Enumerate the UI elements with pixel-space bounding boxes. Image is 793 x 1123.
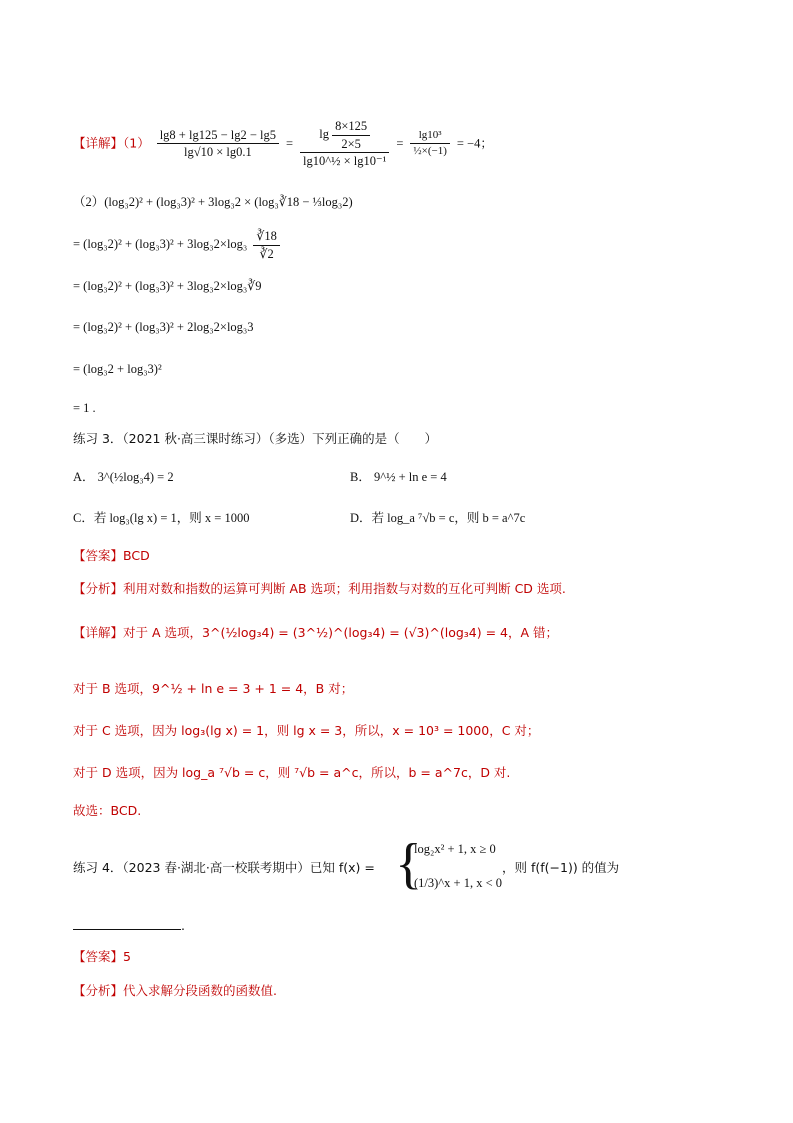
detail-a-text: 对于 A 选项，3^(½log₃4) = (3^½)^(log₃4) = (√3)^(log₃4) = 4，A 错； [123,625,559,640]
option-b: B． 9^½ + ln e = 4 [350,470,447,484]
choose-text: 故选：BCD. [73,803,142,818]
exercise3-title: 练习 3．（2021 秋·高三课时练习）（多选）下列正确的是（ ） [73,431,438,446]
detail-d-text: 对于 D 选项，因为 log_a ⁷√b = c，则 ⁷√b = a^c，所以，b = a^7c，D 对. [73,765,511,780]
answer-tag: 【答案】 [73,949,124,964]
detail-tag: 【详解】 [73,625,124,640]
equals: = [285,136,294,151]
detail2-line3: = (log₃2)² + (log₃3)² + 3log₃2×log₃∛9 [73,279,262,293]
option-a: A． 3^(½log₃4) = 2 [73,470,174,484]
detail-c-text: 对于 C 选项，因为 log₃(lg x) = 1，则 lg x = 3，所以，x = 10³ = 1000，C 对； [73,723,540,738]
analysis-text: 利用对数和指数的运算可判断 AB 选项；利用指数与对数的互化可判断 CD 选项. [123,581,566,596]
analysis4-line [73,985,277,998]
answer-value: BCD [123,548,150,563]
answer-tag: 【答案】 [73,548,124,563]
fraction-3: $\frac{\text{lg10³}}{\text{½×(−1)}}$ [410,130,449,157]
answer4-line [73,951,131,964]
detail-b-text: 对于 B 选项，9^½ + ln e = 3 + 1 = 4，B 对； [73,681,354,696]
exercise4-tail: ，则 f(f(−1)) 的值为 [502,860,620,875]
analysis-text: 代入求解分段函数的函数值. [123,983,277,998]
option-c: C．若 log₃(lg x) = 1，则 x = 1000 [73,511,250,525]
piecewise-brace: { [395,833,422,895]
option-d: D．若 log_a ⁷√b = c，则 b = a^7c [350,511,526,525]
part-number: （1） [123,135,150,151]
detail2-line1: （2）(log₃2)² + (log₃3)² + 3log₃2 × (log₃∛18 − ⅓log₃2) [73,195,353,209]
detail1-line: 【详解】（1） $\frac{\lg 8 + \lg 125 - \lg 2 - \lg 5}{\lg√10 \times \lg 0.1}$ = lg $\frac{8\times 125}{2\times 5}$ lg10^½ × lg10⁻¹ = $\frac{\text{lg10³}}{\text{½×(−1)}}$ = −4； [73,119,493,168]
answer-line [73,550,150,563]
piecewise-case-1: log₂x² + 1, x ≥ 0 [414,842,496,856]
analysis-line [73,583,566,596]
fraction-1: $\frac{\lg 8 + \lg 125 - \lg 2 - \lg 5}{\lg√10 \times \lg 0.1}$ [157,129,279,159]
analysis-tag: 【分析】 [73,983,124,998]
piecewise-case-2: (1/3)^x + 1, x < 0 [414,876,503,890]
exercise4-title: 练习 4．（2023 春·湖北·高一校联考期中）已知 f(x) = [73,860,375,875]
detail-a-line [73,627,558,640]
detail2-line4: = (log₃2)² + (log₃3)² + 2log₃2×log₃3 [73,320,254,334]
answer-value: 5 [123,949,131,964]
result: = −4； [456,136,493,151]
detail2-line6: = 1 . [73,401,96,415]
answer-blank [73,929,181,930]
detail2-line5: = (log₃2 + log₃3)² [73,362,162,376]
detail2-line2: = (log₃2)² + (log₃3)² + 3log₃2×log₃ $\frac{∛18}{∛2}$ [73,230,283,260]
detail-tag: 【详解】 [73,135,124,151]
fill-blank: . [73,920,185,933]
analysis-tag: 【分析】 [73,581,124,596]
fraction-2: lg $\frac{8\times 125}{2\times 5}$ lg10^½ × lg10⁻¹ [300,120,389,168]
